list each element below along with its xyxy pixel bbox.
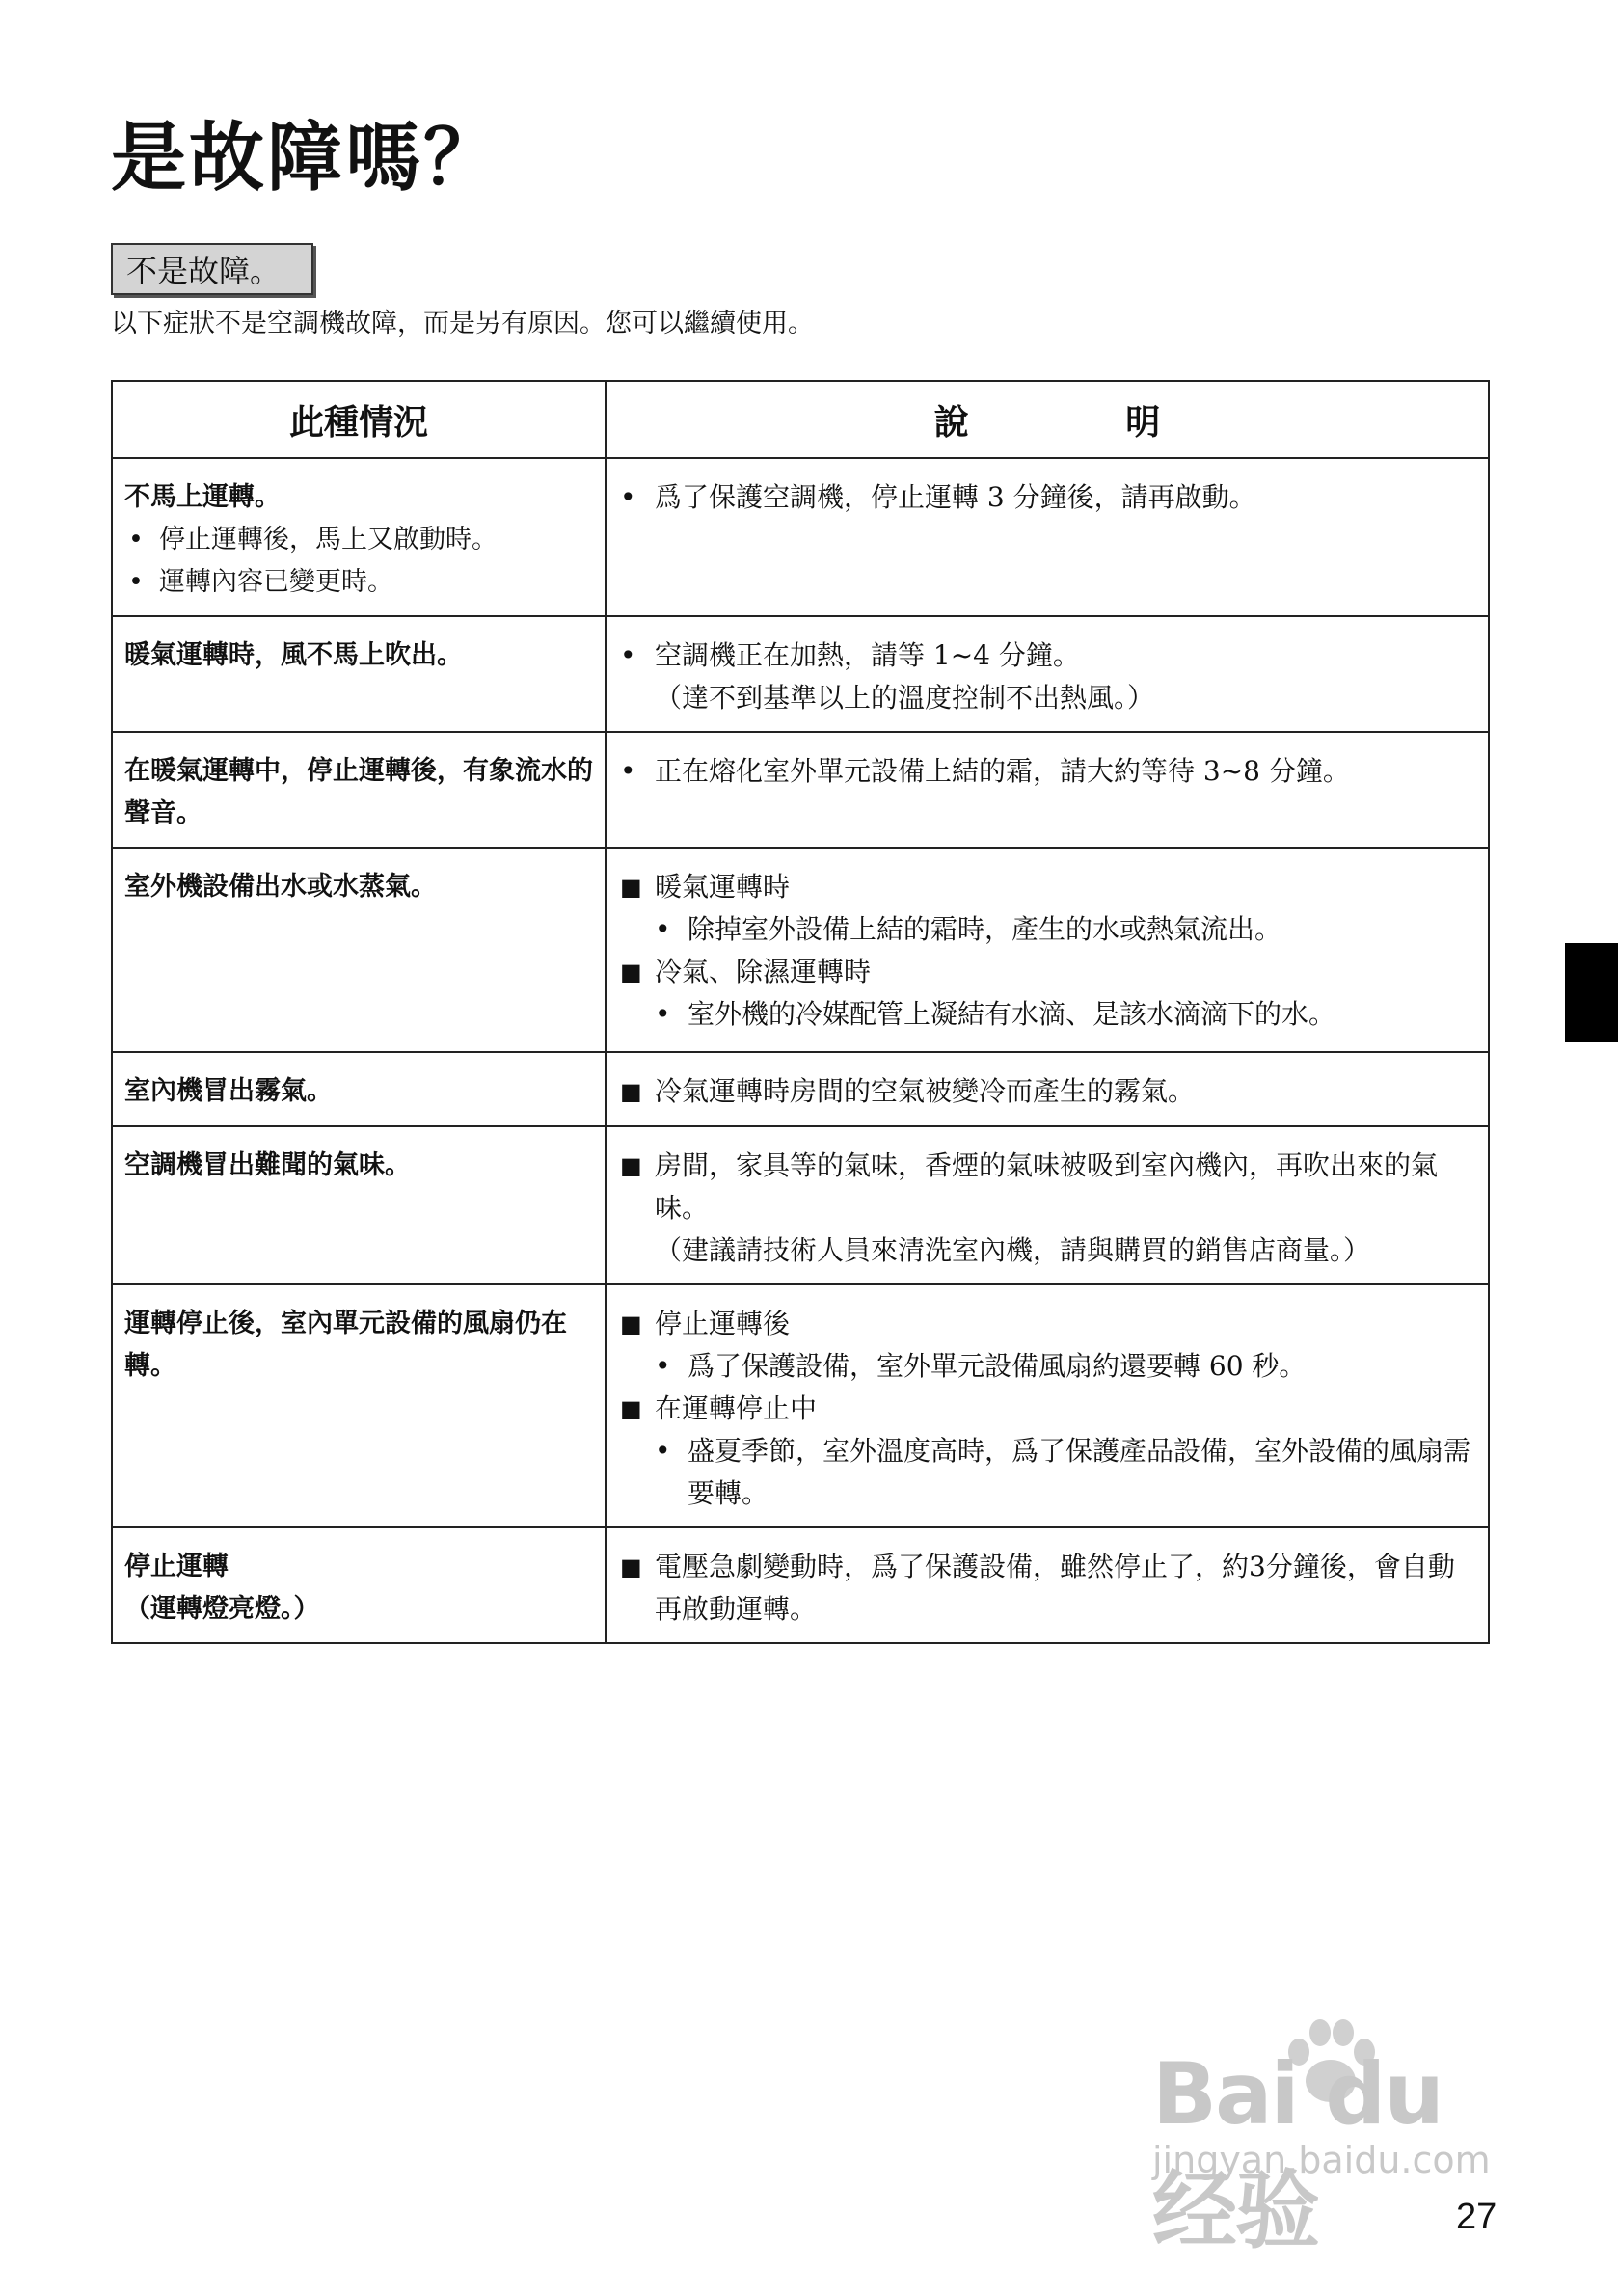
situation-title: 室內機冒出霧氣。 — [124, 1076, 333, 1106]
explanation-text: 盛夏季節，室外溫度高時，爲了保護產品設備，室外設備的風扇需要轉。 — [688, 1435, 1471, 1509]
page-title: 是故障嗎？ — [111, 115, 502, 202]
explanation-note: （達不到基準以上的溫度控制不出熱風。） — [655, 682, 1155, 714]
situation-cell — [112, 616, 606, 732]
bullet-icon: • — [655, 913, 671, 945]
watermark-site: jingyan.baidu.com — [1152, 2139, 1491, 2181]
explanation-heading — [620, 1388, 1478, 1430]
situation-detail — [124, 519, 593, 561]
situation-detail-text: 運轉內容已變更時。 — [159, 567, 393, 597]
bullet-icon: • — [655, 1435, 671, 1467]
explanation-text: 暖氣運轉時 — [655, 871, 791, 903]
explanation-item — [620, 1430, 1478, 1515]
header-explanation: 說 明 — [606, 381, 1489, 458]
troubleshooting-table — [111, 380, 1490, 1644]
explanation-cell — [606, 616, 1489, 732]
explanation-heading — [620, 951, 1478, 993]
square-bullet-icon: ■ — [620, 874, 642, 901]
bullet-icon: • — [655, 1350, 671, 1382]
explanation-item — [620, 1345, 1478, 1388]
situation-title: 空調機冒出難聞的氣味。 — [124, 1150, 411, 1180]
explanation-text: 電壓急劇變動時，爲了保護設備，雖然停止了，約3分鐘後，會自動再啟動運轉。 — [655, 1551, 1455, 1625]
explanation-item — [620, 908, 1478, 951]
situation-cell — [112, 1126, 606, 1284]
situation-cell — [112, 1284, 606, 1527]
situation-title: 停止運轉 — [124, 1552, 229, 1581]
explanation-heading — [620, 1070, 1478, 1113]
explanation-cell — [606, 1126, 1489, 1284]
table-row — [112, 1527, 1489, 1643]
explanation-text: 室外機的冷媒配管上凝結有水滴、是該水滴滴下的水。 — [688, 998, 1336, 1030]
square-bullet-icon: ■ — [620, 1395, 642, 1422]
situation-detail — [124, 561, 593, 604]
bullet-icon: • — [620, 639, 636, 671]
explanation-cell — [606, 458, 1489, 616]
table-row — [112, 458, 1489, 616]
explanation-item — [620, 635, 1478, 677]
situation-title: 室外機設備出水或水蒸氣。 — [124, 872, 437, 902]
table-row — [112, 848, 1489, 1052]
square-bullet-icon: ■ — [620, 1553, 642, 1580]
bullet-icon: • — [128, 525, 144, 554]
explanation-item — [620, 476, 1478, 519]
table-header-row — [112, 381, 1489, 458]
explanation-heading — [620, 866, 1478, 908]
explanation-item — [620, 993, 1478, 1036]
explanation-text: 停止運轉後 — [655, 1308, 791, 1339]
explanation-text: 正在熔化室外單元設備上結的霜，請大約等待 3~8 分鐘。 — [655, 755, 1350, 787]
page-number: 27 — [1456, 2197, 1497, 2237]
explanation-cell — [606, 1052, 1489, 1126]
table-row — [112, 732, 1489, 848]
explanation-note: （建議請技術人員來清洗室內機，請與購買的銷售店商量。） — [655, 1234, 1371, 1266]
square-bullet-icon: ■ — [620, 1078, 642, 1105]
bullet-icon: • — [128, 567, 144, 597]
table-row — [112, 616, 1489, 732]
table-row — [112, 1052, 1489, 1126]
intro-text: 以下症狀不是空調機故障，而是另有原因。您可以繼續使用。 — [111, 309, 814, 338]
situation-cell — [112, 458, 606, 616]
table-row — [112, 1126, 1489, 1284]
situation-title: 運轉停止後，室內單元設備的風扇仍在轉。 — [124, 1309, 567, 1381]
situation-note: （運轉燈亮燈。） — [124, 1594, 320, 1624]
square-bullet-icon: ■ — [620, 959, 642, 986]
situation-cell — [112, 1527, 606, 1643]
square-bullet-icon: ■ — [620, 1310, 642, 1337]
watermark-brand: Bai du 经验 — [1152, 2044, 1443, 2260]
explanation-text: 除掉室外設備上結的霜時，產生的水或熱氣流出。 — [688, 913, 1282, 945]
explanation-cell — [606, 848, 1489, 1052]
table-row — [112, 1284, 1489, 1527]
explanation-text: 房間，家具等的氣味，香煙的氣味被吸到室內機內，再吹出來的氣味。 — [655, 1149, 1439, 1224]
situation-cell — [112, 848, 606, 1052]
situation-cell — [112, 732, 606, 848]
explanation-text: 爲了保護空調機，停止運轉 3 分鐘後，請再啟動。 — [655, 481, 1256, 513]
explanation-text: 空調機正在加熱，請等 1~4 分鐘。 — [655, 639, 1080, 671]
situation-detail-text: 停止運轉後，馬上又啟動時。 — [159, 525, 498, 554]
explanation-text: 冷氣、除濕運轉時 — [655, 956, 872, 987]
explanation-text: 爲了保護設備，室外單元設備風扇約還要轉 60 秒。 — [688, 1350, 1307, 1382]
header-situation: 此種情況 — [112, 381, 606, 458]
explanation-text: 冷氣運轉時房間的空氣被變冷而產生的霧氣。 — [655, 1075, 1196, 1107]
situation-cell — [112, 1052, 606, 1126]
explanation-heading — [620, 1546, 1478, 1631]
section-label: 不是故障。 — [111, 243, 313, 295]
explanation-cell — [606, 732, 1489, 848]
situation-title: 在暖氣運轉中，停止運轉後，有象流水的聲音。 — [124, 756, 593, 828]
explanation-item — [620, 750, 1478, 793]
bullet-icon: • — [620, 755, 636, 787]
square-bullet-icon: ■ — [620, 1152, 642, 1179]
situation-title: 暖氣運轉時，風不馬上吹出。 — [124, 640, 463, 670]
explanation-cell — [606, 1284, 1489, 1527]
section-tab-marker — [1565, 943, 1618, 1042]
explanation-heading — [620, 1303, 1478, 1345]
explanation-text: 在運轉停止中 — [655, 1392, 818, 1424]
bullet-icon: • — [655, 998, 671, 1030]
situation-title: 不馬上運轉。 — [124, 482, 281, 512]
explanation-cell — [606, 1527, 1489, 1643]
explanation-heading — [620, 1145, 1478, 1229]
bullet-icon: • — [620, 481, 636, 513]
